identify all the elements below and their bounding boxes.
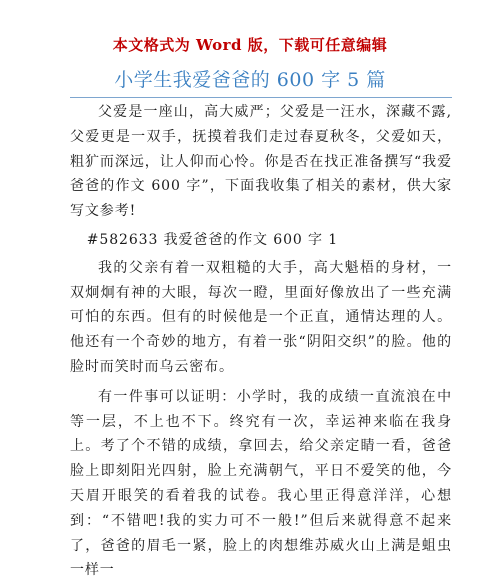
body-paragraph-2: 有一件事可以证明：小学时，我的成绩一直流浪在中等一层，不上也不下。终究有一次，幸运神来临在我身上。考了个不错的成绩，拿回去，给父亲定睛一看，爸爸脸上即刻阳光四射，脸上充满朝气，平日不爱笑的他，今天眉开眼笑的看着我的试卷。我心里正得意洋洋，心想到：“不错吧!我的实力可不一般!”但后来就得意不起来了，爸爸的眉毛一紧，脸上的肉想维苏威火山上满是蛆虫一样一 (70, 388, 452, 579)
format-notice: 本文格式为 Word 版，下载可任意编辑 (112, 36, 388, 54)
page-title: 小学生我爱爸爸的 600 字 5 篇 (114, 69, 386, 91)
body-paragraph-1: 我的父亲有着一双粗糙的大手，高大魁梧的身材，一双炯炯有神的大眼，每次一瞪，里面好像放出了一些充满可怕的东西。但有的时候他是一个正直，通情达理的人。他还有一个奇妙的地方，有着一张“阴阳交织”的脸。他的脸时而笑时而乌云密布。 (70, 259, 452, 375)
title-divider (70, 97, 452, 98)
section-heading: #582633 我爱爸爸的作文 600 字 1 (86, 231, 339, 248)
intro-paragraph: 父爱是一座山，高大威严；父爱是一汪水，深藏不露,父爱更是一双手，抚摸着我们走过春夏秋冬，父爱如天，粗犷而深远，让人仰而心怜。你是否在找正准备撰写“我爱爸爸的作文 600 字”，下面我收集了相关的素材，供大家写文参考! (70, 104, 452, 220)
article-body (70, 100, 452, 583)
